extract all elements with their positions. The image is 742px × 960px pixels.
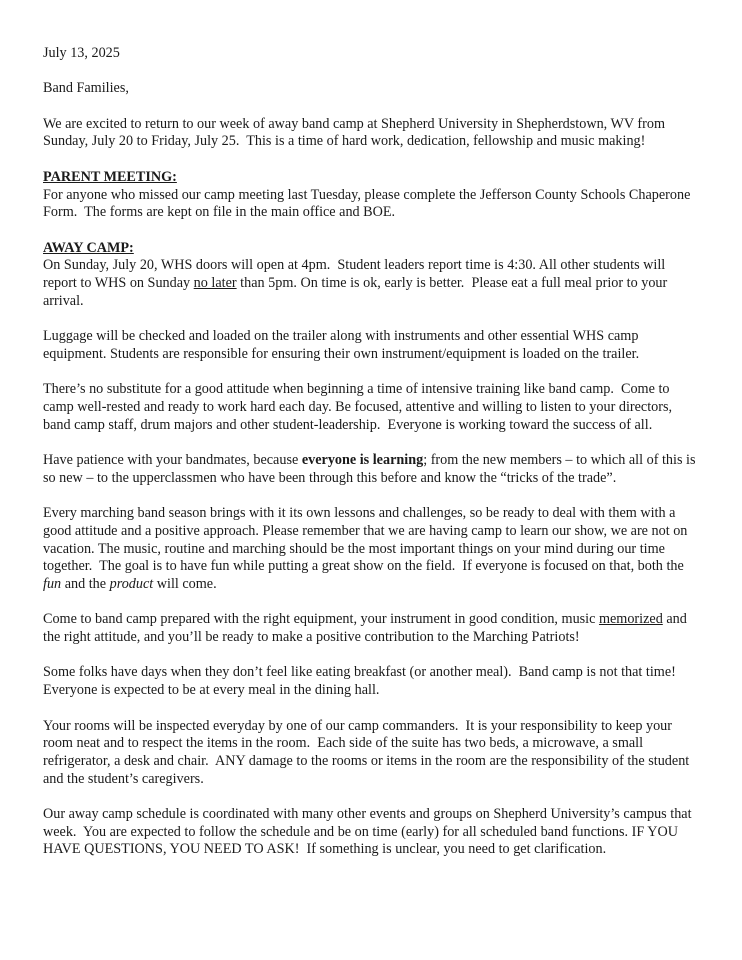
paragraph-intro <box>43 116 700 151</box>
paragraph-rooms <box>43 718 700 789</box>
text-run: We are excited to return to our week of away band camp at Shepherd University in Shepherdstown, WV from Sunday, July 20 to Friday, July 25. This is a time of hard work, dedication, fellowship and music making! <box>43 115 669 150</box>
text-run: and the right attitude, and you’ll be ready to make a positive contribution to the Marching Patriots! <box>43 611 691 646</box>
heading-away-camp <box>43 240 700 258</box>
heading-parent-meeting <box>43 169 700 187</box>
text-run: AWAY CAMP: <box>43 239 134 256</box>
text-run: There’s no substitute for a good attitude when beginning a time of intensive training like band camp. Come to camp well-rested and ready to work hard each day. Be focused, attentive and willing to listen to your directors, band camp staff, drum majors and other student-leadership. Everyone is working toward the success of all. <box>43 381 676 433</box>
text-run: than 5pm. On time is ok, early is better. Please eat a full meal prior to your arrival. <box>43 275 671 309</box>
paragraph-parent-meeting <box>43 187 700 222</box>
paragraph-meals <box>43 664 700 699</box>
paragraph-season <box>43 505 700 594</box>
text-run: product <box>109 575 154 592</box>
text-run: Some folks have days when they don’t feel like eating breakfast (or another meal). Band camp is not that time! Everyone is expected to be at every meal in the dining hall. <box>43 664 680 699</box>
text-run: will come. <box>153 575 217 592</box>
text-run: everyone is learning <box>301 452 424 469</box>
text-run: Your rooms will be inspected everyday by one of our camp commanders. It is your responsibility to keep your room neat and to respect the items in the room. Each side of the suite has two beds, a microwave, a small refrigerator, a desk and chair. ANY damage to the rooms or items in the room are the responsibility of the student and the student’s caregivers. <box>43 717 693 787</box>
text-run: Come to band camp prepared with the right equipment, your instrument in good condition, music <box>43 611 599 628</box>
text-run: Have patience with your bandmates, because <box>43 452 302 469</box>
text-run: Band Families, <box>43 80 129 97</box>
text-run: Luggage will be checked and loaded on the trailer along with instruments and other essential WHS camp equipment. Students are responsible for ensuring their own instrument/equipment is loaded on the trailer. <box>43 328 642 362</box>
text-run: On Sunday, July 20, WHS doors will open at 4pm. Student leaders report time is 4:30. All other students will report to WHS on Sunday <box>43 257 669 292</box>
salutation <box>43 80 700 98</box>
text-run: and the <box>61 575 110 592</box>
paragraph-patience <box>43 452 700 487</box>
text-run: July 13, 2025 <box>43 45 120 61</box>
text-run: PARENT MEETING: <box>43 168 177 185</box>
text-run: fun <box>43 575 62 592</box>
text-run: no later <box>193 275 237 292</box>
paragraph-luggage <box>43 328 700 363</box>
paragraph-attitude <box>43 381 700 434</box>
paragraph-arrival <box>43 257 700 310</box>
text-run: Every marching band season brings with it its own lessons and challenges, so be ready to deal with them with a good attitude and a positive approach. Please remember that we are having camp to learn our show, we are not on vacation. The music, routine and marching should be the most important things on your mind during our time together. The goal is to have fun while putting a great show on the field. If everyone is focused on that, both the <box>43 505 691 575</box>
text-run: For anyone who missed our camp meeting last Tuesday, please complete the Jefferson County Schools Chaperone Form. The forms are kept on file in the main office and BOE. <box>43 186 694 221</box>
text-run: Our away camp schedule is coordinated with many other events and groups on Shepherd University’s campus that week. You are expected to follow the schedule and be on time (early) for all scheduled band functions. IF YOU HAVE QUESTIONS, YOU NEED TO ASK! If something is unclear, you need to get clarification. <box>43 806 696 858</box>
date-line <box>43 45 700 63</box>
text-run: memorized <box>598 611 663 628</box>
paragraph-prepared <box>43 611 700 646</box>
text-run: ; from the new members – to which all of this is so new – to the upperclassmen who have been through this before and know the “tricks of the trade”. <box>43 452 700 486</box>
paragraph-schedule <box>43 806 700 859</box>
